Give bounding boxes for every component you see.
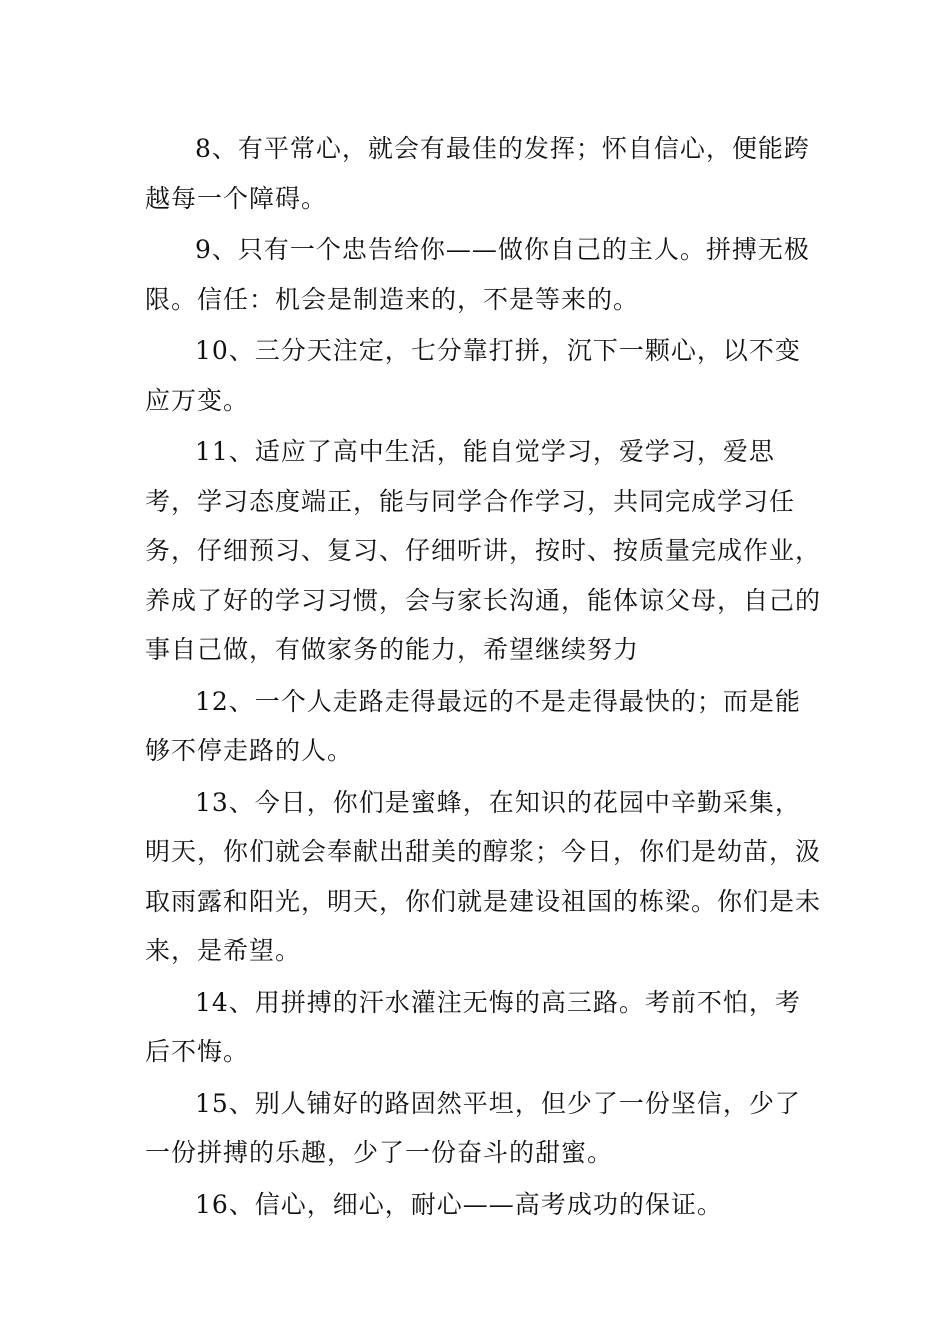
document-page [145, 124, 825, 1231]
paragraph-11: 11、适应了高中生活，能自觉学习，爱学习，爱思考，学习态度端正，能与同学合作学习，共同完成学习任务，仔细预习、复习、仔细听讲，按时、按质量完成作业，养成了好的学习习惯，会与家长沟通，能体谅父母，自己的事自己做，有做家务的能力，希望继续努力 [145, 437, 822, 664]
paragraph-16: 16、信心，细心，耐心——高考成功的保证。 [195, 1189, 723, 1219]
paragraph-9: 9、只有一个忠告给你——做你自己的主人。拼搏无极限。信任：机会是制造来的，不是等来的。 [145, 235, 810, 314]
paragraph-13: 13、今日，你们是蜜蜂，在知识的花园中辛勤采集，明天，你们就会奉献出甜美的醇浆；今日，你们是幼苗，汲取雨露和阳光，明天，你们就是建设祖国的栋梁。你们是未来，是希望。 [145, 787, 822, 965]
paragraph-14: 14、用拼搏的汗水灌注无悔的高三路。考前不怕，考后不悔。 [145, 987, 801, 1066]
paragraph-10: 10、三分天注定，七分靠打拼，沉下一颗心，以不变应万变。 [145, 336, 801, 415]
paragraph-12: 12、一个人走路走得最远的不是走得最快的；而是能够不停走路的人。 [145, 686, 801, 765]
paragraph-15: 15、别人铺好的路固然平坦，但少了一份坚信，少了一份拼搏的乐趣，少了一份奋斗的甜蜜。 [145, 1088, 801, 1167]
paragraph-8: 8、有平常心，就会有最佳的发挥；怀自信心，便能跨越每一个障碍。 [145, 134, 810, 213]
